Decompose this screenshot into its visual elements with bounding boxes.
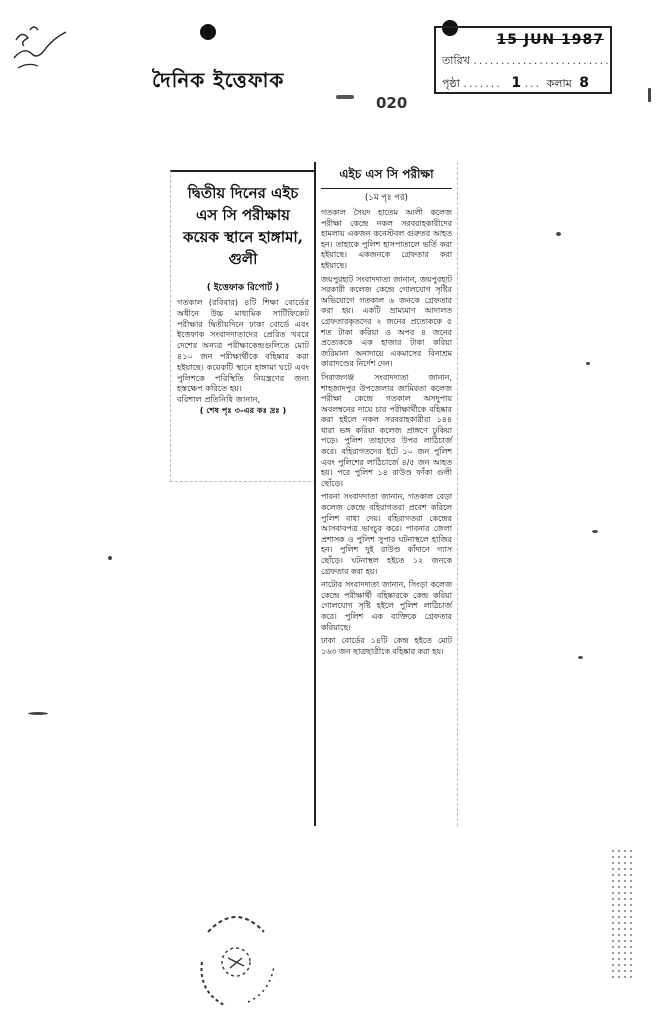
article-paragraph: পাবনা সংবাদদাতা জানান, গতকাল বেড়া কলেজ কেন্দ্রে বহিরাগতরা প্রবেশ করিলে পুলিশ বাধা দেয়। বহিরাগতরা কেন্দ্রের আসবাবপত্র ভাংচুর করে। পাবনার জেলা প্রশাসক ও পুলিশ সুপার ঘটনাস্থলে হাজির হন। পুলিশ দুই রাউণ্ড কাঁদানে গ্যাস ছোঁড়ে। ঘটনাস্থল হইতে ১২ জনকে গ্রেফতার করা হয়। bbox=[321, 492, 452, 576]
article-paragraph: গতকাল (রবিবার) ৪টি শিক্ষা বোর্ডের অধীনে উচ্চ মাধ্যমিক সার্টিফিকেট পরীক্ষার দ্বিতীয়দিনে ঢাকা বোর্ডে এবং ইত্তেফাক সংবাদদাতাদের প্রেরিত খবরে দেশের অন্যত্র পরীক্ষাকেন্দ্রগুলিতে মোট ৪১০ জন পরীক্ষার্থীকে বহিষ্কার করা হইয়াছে। কয়েকটি স্থানে হাঙ্গামা ঘটে এবং পুলিশকে পরিস্থিতি নিয়ন্ত্রণের জন্য হস্তক্ষেপ করিতে হয়। bbox=[177, 297, 309, 394]
scan-speck bbox=[586, 362, 590, 365]
article-paragraph: সিরাজগঞ্জ সংবাদদাতা জানান, শাহজাদপুর উপজেলার জামিরতা কলেজ পরীক্ষা কেন্দ্রে গতকাল অসদুপায় অবলম্বনের দায়ে চার পরীক্ষার্থীকে বহিষ্কার করা হইলে নকল সরবরাহকারীরা ১৪৪ ধারা ভঙ্গ করিয়া কলেজ প্রাঙ্গণে ঢুকিয়া পড়ে। পুলিশ তাহাদের উপর লাঠিচার্জ করে। বহিরাগতদের ইটে ১০ জন পুলিশ এবং পুলিশের লাঠিচার্জে ৪/৫ জন আহত হয়। পরে পুলিশ ১৪ রাউণ্ড ফাঁকা গুলী ছোঁড়ে। bbox=[321, 372, 452, 488]
reference-code: 020 bbox=[376, 94, 408, 112]
stamp-page-label: পৃষ্ঠা bbox=[442, 77, 460, 90]
stamp-date: 15 JUN 1987 bbox=[496, 32, 604, 48]
continuation-subtitle: (১ম পৃঃ পর) bbox=[364, 193, 409, 203]
article-paragraph: বরিশাল প্রতিনিধি জানান, bbox=[177, 394, 261, 405]
stamp-page-number: 1 bbox=[511, 75, 522, 91]
article-paragraph: গতকাল সৈয়দ হাতেম আলী কলেজ পরীক্ষা কেন্দ্রে নকল সরবরাহকারীদের হামলায় একজন কনেস্টবল গুরুতর আহত হন। তাহাকে পুলিশ হাসপাতালে ভর্তি করা হইয়াছে। একজনকে গ্রেফতার করা হইয়াছে। bbox=[321, 208, 452, 270]
article-paragraph: নাটোর সংবাদদাতা জানান, সিংড়া কলেজ কেন্দ্রে পরীক্ষার্থী বহিষ্কারকে কেন্দ্র করিয়া গোলযোগ সৃষ্টি হইলে পুলিশ লাঠিচার্জ করে। পুলিশ এক ব্যক্তিকে গ্রেফতার করিয়াছে। bbox=[321, 580, 452, 632]
stamp-date-label: তারিখ bbox=[442, 54, 470, 67]
article-right-column bbox=[314, 162, 458, 826]
punch-hole bbox=[200, 24, 216, 40]
continuation-title: এইচ এস সি পরীক্ষা bbox=[321, 166, 452, 189]
stamp-col-label: কলাম bbox=[546, 77, 572, 90]
article-paragraph: জয়পুরহাট সংবাদদাতা জানান, জয়পুরহাট সরকারী কলেজ কেন্দ্রে গোলযোগ সৃষ্টির অভিযোগে গতকাল ৬ জনকে গ্রেফতার করা হয়। একটি ভ্রাম্যমাণ আদালত গ্রেফতারকৃতদের ২ জনের প্রত্যেককে ৫ শত টাকা করিয়া ও অপর ৪ জনের প্রত্যেককে এক হাজার টাকা করিয়া জরিমানা অনাদায়ে একমাসের বিনাশ্রম কারাদণ্ডের নির্দেশ দেন। bbox=[321, 274, 452, 369]
scan-speck bbox=[556, 232, 561, 236]
scan-speck bbox=[108, 556, 112, 560]
scan-speck bbox=[578, 656, 583, 659]
ink-smudge bbox=[336, 95, 354, 99]
article-left-column bbox=[170, 170, 316, 482]
stamp-date-line: তারিখ ......................... bbox=[442, 54, 611, 67]
article-paragraph: ঢাকা বোর্ডের ১৪টি কেন্দ্র হইতে মোট ১৬৩ জন ছাত্রছাত্রীকে বহিষ্কার করা হয়। bbox=[321, 636, 452, 656]
continuation-note: ( শেষ পৃঃ ৩-এর কঃ দ্রঃ ) bbox=[199, 404, 287, 415]
faded-seal-icon bbox=[188, 902, 284, 1012]
stamp-page-line: পৃষ্ঠা ....... 1 ... কলাম 8 bbox=[442, 75, 590, 91]
newspaper-name: দৈনিক ইত্তেফাক bbox=[152, 68, 285, 92]
scan-speck bbox=[648, 88, 651, 102]
stamp-col-number: 8 bbox=[579, 75, 590, 91]
handwritten-signature-icon bbox=[10, 18, 72, 78]
article-headline: দ্বিতীয় দিনের এইচ এস সি পরীক্ষায় কয়েক স্থানে হাঙ্গামা, গুলী bbox=[183, 184, 303, 268]
scan-speck bbox=[592, 530, 598, 533]
date-stamp bbox=[434, 26, 612, 94]
scan-edge-dots bbox=[610, 848, 632, 978]
scan-speck bbox=[28, 712, 48, 715]
article-byline: ( ইত্তেফাক রিপোর্ট ) bbox=[206, 283, 280, 293]
